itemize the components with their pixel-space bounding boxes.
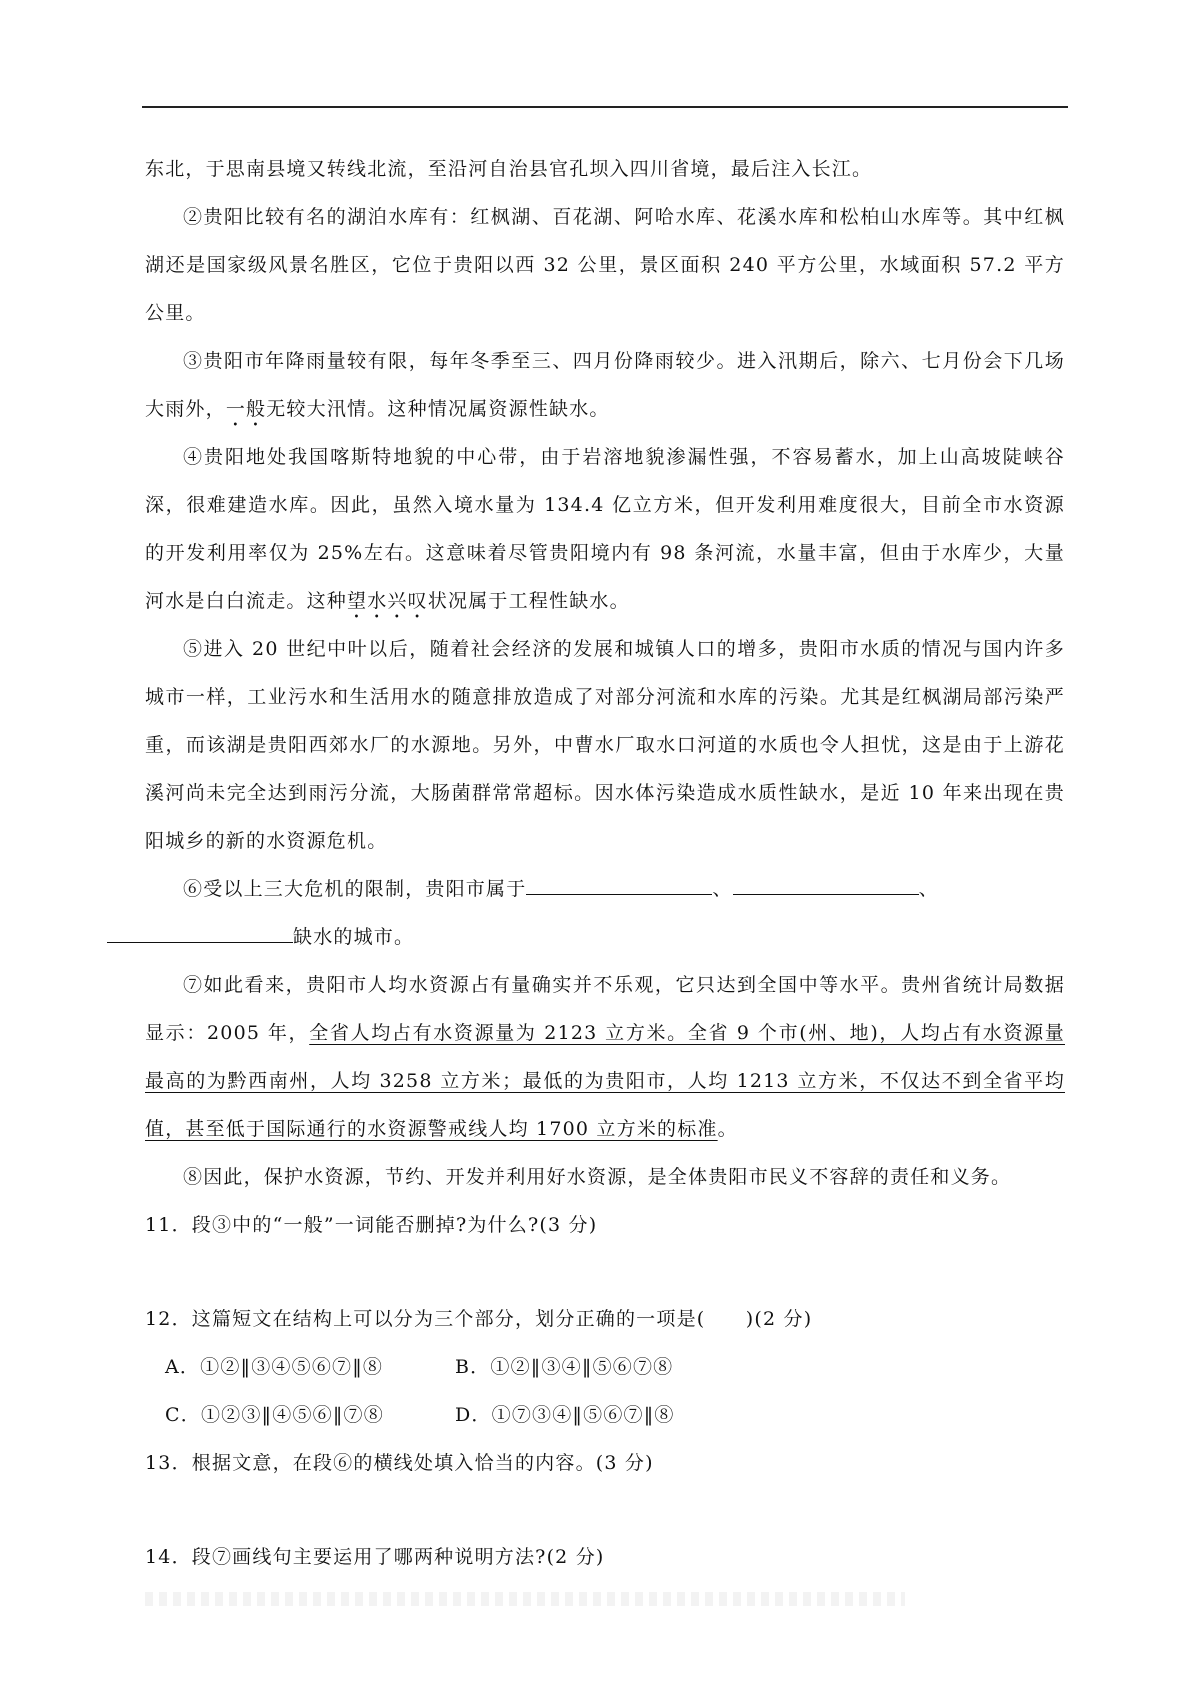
reading-content	[145, 145, 1065, 1581]
paragraph-6	[145, 865, 1065, 961]
blank-separator-2: 、	[918, 878, 939, 900]
paragraph-4-text-b: 状况属于工程性缺水。	[427, 590, 630, 612]
question-12-options-row-1	[145, 1343, 1065, 1391]
paragraph-4	[145, 433, 1065, 625]
paragraph-4-text-a: ④贵阳地处我国喀斯特地貌的中心带，由于岩溶地貌渗漏性强，不容易蓄水，加上山高坡陡峡谷深，很难建造水库。因此，虽然入境水量为 134.4 亿立方米，但开发利用难度很大，目前全市水资源的开发利用率仅为 25%左右。这意味着尽管贵阳境内有 98 条河流，水量丰富，但由于水库少，大量河水是白白流走。这种	[145, 446, 1065, 612]
question-12-options-row-2	[145, 1391, 1065, 1439]
paragraph-continued: 东北，于思南县境又转线北流，至沿河自治县官孔坝入四川省境，最后注入长江。	[145, 158, 873, 180]
header-rule	[142, 106, 1068, 108]
option-a[interactable]: A．①②‖③④⑤⑥⑦‖⑧	[165, 1356, 384, 1378]
paragraph-7-text-a: ⑦如此看来，贵阳市人均水资源占有量确实并不乐观，它只达到全国中等水平。贵州省统计局数据显示：2005 年，	[145, 974, 1065, 1044]
underlined-sentence: 全省人均占有水资源量为 2123 立方米。全省 9 个市(州、地)，人均占有水资源量最高的为黔西南州，人均 3258 立方米；最低的为贵阳市，人均 1213 立方米，不仅达不到全省平均值，甚至低于国际通行的水资源警戒线人均 1700 立方米的标准	[145, 1022, 1065, 1140]
fill-blank-3[interactable]	[107, 924, 293, 943]
paragraph-6-text-a: ⑥受以上三大危机的限制，贵阳市属于	[183, 878, 527, 900]
fill-blank-1[interactable]	[526, 876, 712, 895]
paragraph-5: ⑤进入 20 世纪中叶以后，随着社会经济的发展和城镇人口的增多，贵阳市水质的情况与国内许多城市一样，工业污水和生活用水的随意排放造成了对部分河流和水库的污染。尤其是红枫湖局部污染严重，而该湖是贵阳西郊水厂的水源地。另外，中曹水厂取水口河道的水质也令人担忧，这是由于上游花溪河尚未完全达到雨污分流，大肠菌群常常超标。因水体污染造成水质性缺水，是近 10 年来出现在贵阳城乡的新的水资源危机。	[145, 638, 1065, 852]
fill-blank-2[interactable]	[733, 876, 919, 895]
paragraph-7-text-b: 。	[717, 1118, 738, 1140]
emphasized-word-yiban: 一般	[225, 398, 267, 420]
paragraph-3-text-b: 无较大汛情。这种情况属资源性缺水。	[266, 398, 610, 420]
faded-scan-artifact	[145, 1592, 905, 1606]
paragraph-6-text-b: 缺水的城市。	[293, 926, 415, 948]
option-d[interactable]: D．①⑦③④‖⑤⑥⑦‖⑧	[455, 1404, 675, 1426]
blank-separator-1: 、	[712, 878, 733, 900]
question-13: 13．根据文意，在段⑥的横线处填入恰当的内容。(3 分)	[145, 1452, 654, 1474]
paragraph-8: ⑧因此，保护水资源，节约、开发并利用好水资源，是全体贵阳市民义不容辞的责任和义务。	[183, 1166, 1012, 1188]
answer-space-13[interactable]	[145, 1487, 1065, 1533]
paragraph-7	[145, 961, 1065, 1153]
question-14: 14．段⑦画线句主要运用了哪两种说明方法?(2 分)	[145, 1546, 605, 1568]
question-11: 11．段③中的“一般”一词能否删掉?为什么?(3 分)	[145, 1214, 598, 1236]
answer-space-11[interactable]	[145, 1249, 1065, 1295]
option-c[interactable]: C．①②③‖④⑤⑥‖⑦⑧	[165, 1404, 384, 1426]
option-b[interactable]: B．①②‖③④‖⑤⑥⑦⑧	[455, 1356, 674, 1378]
emphasized-word-wangshuixingtan: 望水兴叹	[347, 590, 428, 612]
paragraph-2: ②贵阳比较有名的湖泊水库有：红枫湖、百花湖、阿哈水库、花溪水库和松柏山水库等。其中红枫湖还是国家级风景名胜区，它位于贵阳以西 32 公里，景区面积 240 平方公里，水域面积 57.2 平方公里。	[145, 206, 1065, 324]
paragraph-3	[145, 337, 1065, 433]
paragraph-3-text-a: ③贵阳市年降雨量较有限，每年冬季至三、四月份降雨较少。进入汛期后，除六、七月份会下几场大雨外，	[145, 350, 1065, 420]
question-12: 12．这篇短文在结构上可以分为三个部分，划分正确的一项是( )(2 分)	[145, 1308, 813, 1330]
